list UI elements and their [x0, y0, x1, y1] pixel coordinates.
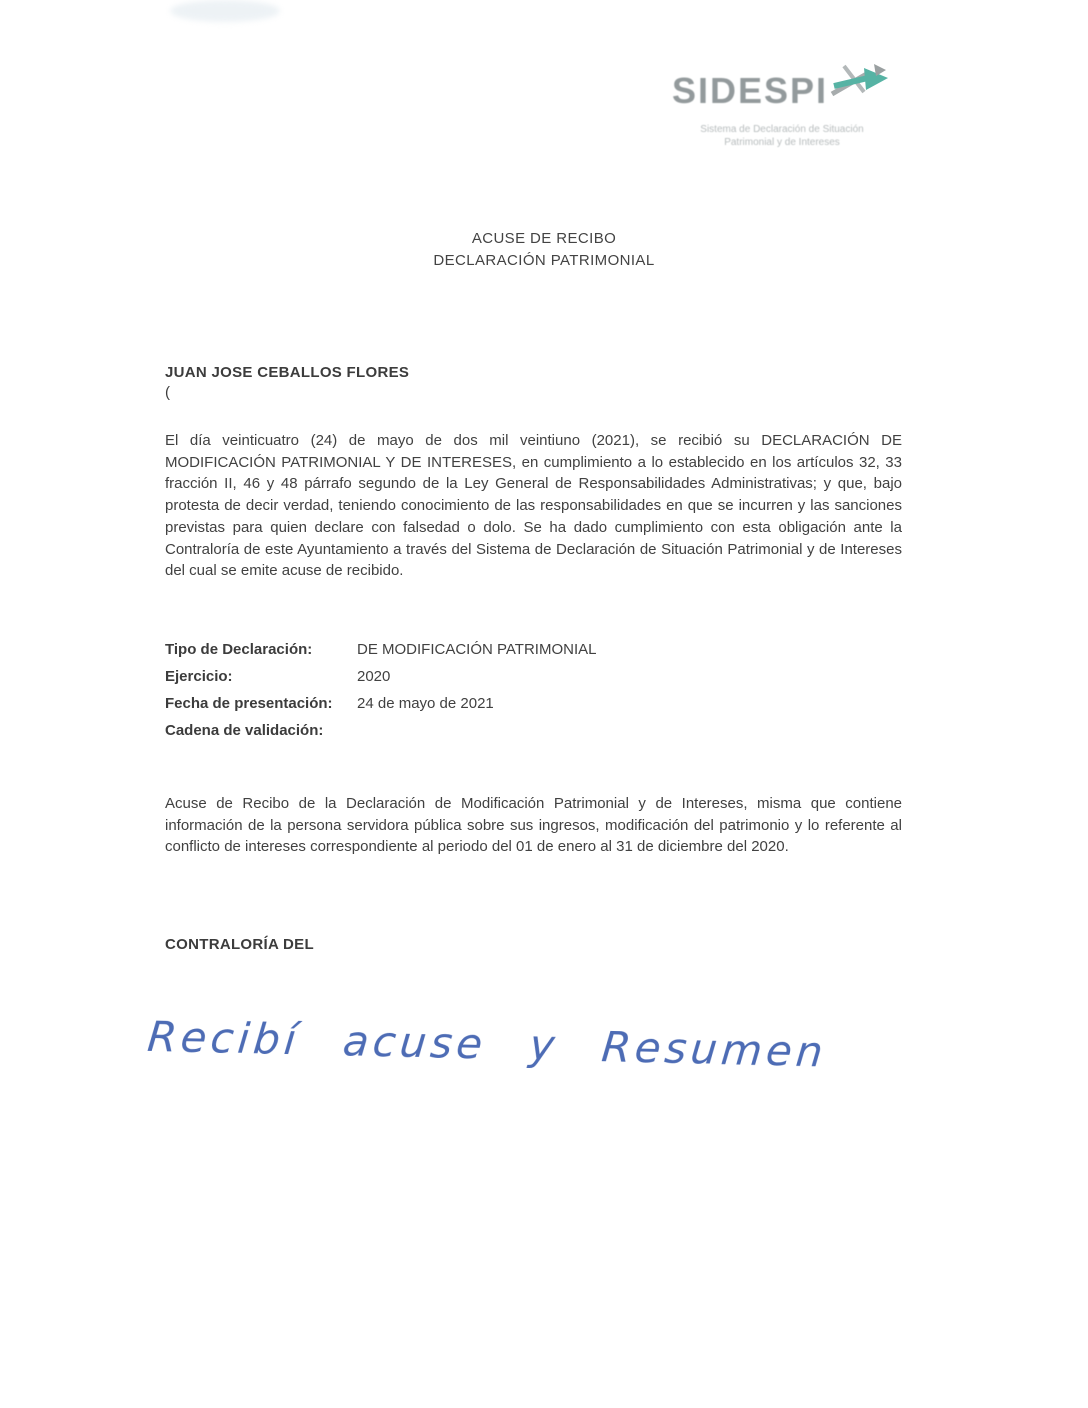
logo-subtitle-line1: Sistema de Declaración de Situación — [700, 124, 864, 135]
field-label: Fecha de presentación: — [165, 695, 333, 712]
field-value: DE MODIFICACIÓN PATRIMONIAL — [357, 641, 597, 658]
document-title-line1: ACUSE DE RECIBO — [471, 230, 617, 247]
summary-paragraph: Acuse de Recibo de la Declaración de Modificación Patrimonial y de Intereses, misma que contiene información de la persona servidora pública sobre sus ingresos, modificación del patrimonio y lo referente al conflicto de intereses correspondiente al periodo del 01 de enero al 31 de diciembre del 2020. — [165, 795, 902, 856]
logo-arrow-icon — [830, 60, 892, 109]
recipient-line2: ( — [165, 384, 170, 401]
field-ejercicio — [165, 663, 596, 690]
field-label: Tipo de Declaración: — [165, 641, 313, 658]
field-fecha-presentacion — [165, 690, 596, 717]
field-value: 2020 — [357, 668, 391, 685]
field-label: Ejercicio: — [165, 668, 233, 685]
recipient-block — [165, 363, 409, 403]
field-tipo-declaracion — [165, 636, 596, 663]
contraloria-label: CONTRALORÍA DEL — [165, 936, 314, 953]
recipient-name: JUAN JOSE CEBALLOS FLORES — [165, 364, 410, 381]
field-cadena-validacion — [165, 717, 596, 744]
intro-paragraph: El día veinticuatro (24) de mayo de dos mil veintiuno (2021), se recibió su DECLARACIÓN DE MODIFICACIÓN PATRIMONIAL Y DE INTERESES, en cumplimiento a lo establecido en los artículos 32, 33 fracción II, 46 y 48 párrafo segundo de la Ley General de Responsabilidades Administrativas; y que, bajo protesta de decir verdad, teniendo conocimiento de las responsabilidades en que se incurren y las sanciones previstas para quien declare con falsedad o dolo. Se ha dado cumplimiento con esta obligación ante la Contraloría de este Ayuntamiento a través del Sistema de Declaración de Situación Patrimonial y de Intereses del cual se emite acuse de recibido. — [165, 432, 902, 580]
sidespi-logo-text: SIDESPI — [671, 69, 829, 111]
sidespi-logo — [652, 66, 912, 149]
logo-subtitle-line2: Patrimonial y de Intereses — [724, 137, 840, 148]
document-title — [0, 228, 1088, 272]
field-label: Cadena de validación: — [165, 722, 324, 739]
document-title-line2: DECLARACIÓN PATRIMONIAL — [433, 252, 655, 269]
scan-artifact — [170, 0, 280, 22]
handwritten-note: Recibí acuse y Resumen — [145, 1012, 829, 1077]
field-value: 24 de mayo de 2021 — [357, 695, 494, 712]
declaration-fields — [165, 636, 596, 744]
sidespi-logo-subtitle — [652, 123, 912, 149]
